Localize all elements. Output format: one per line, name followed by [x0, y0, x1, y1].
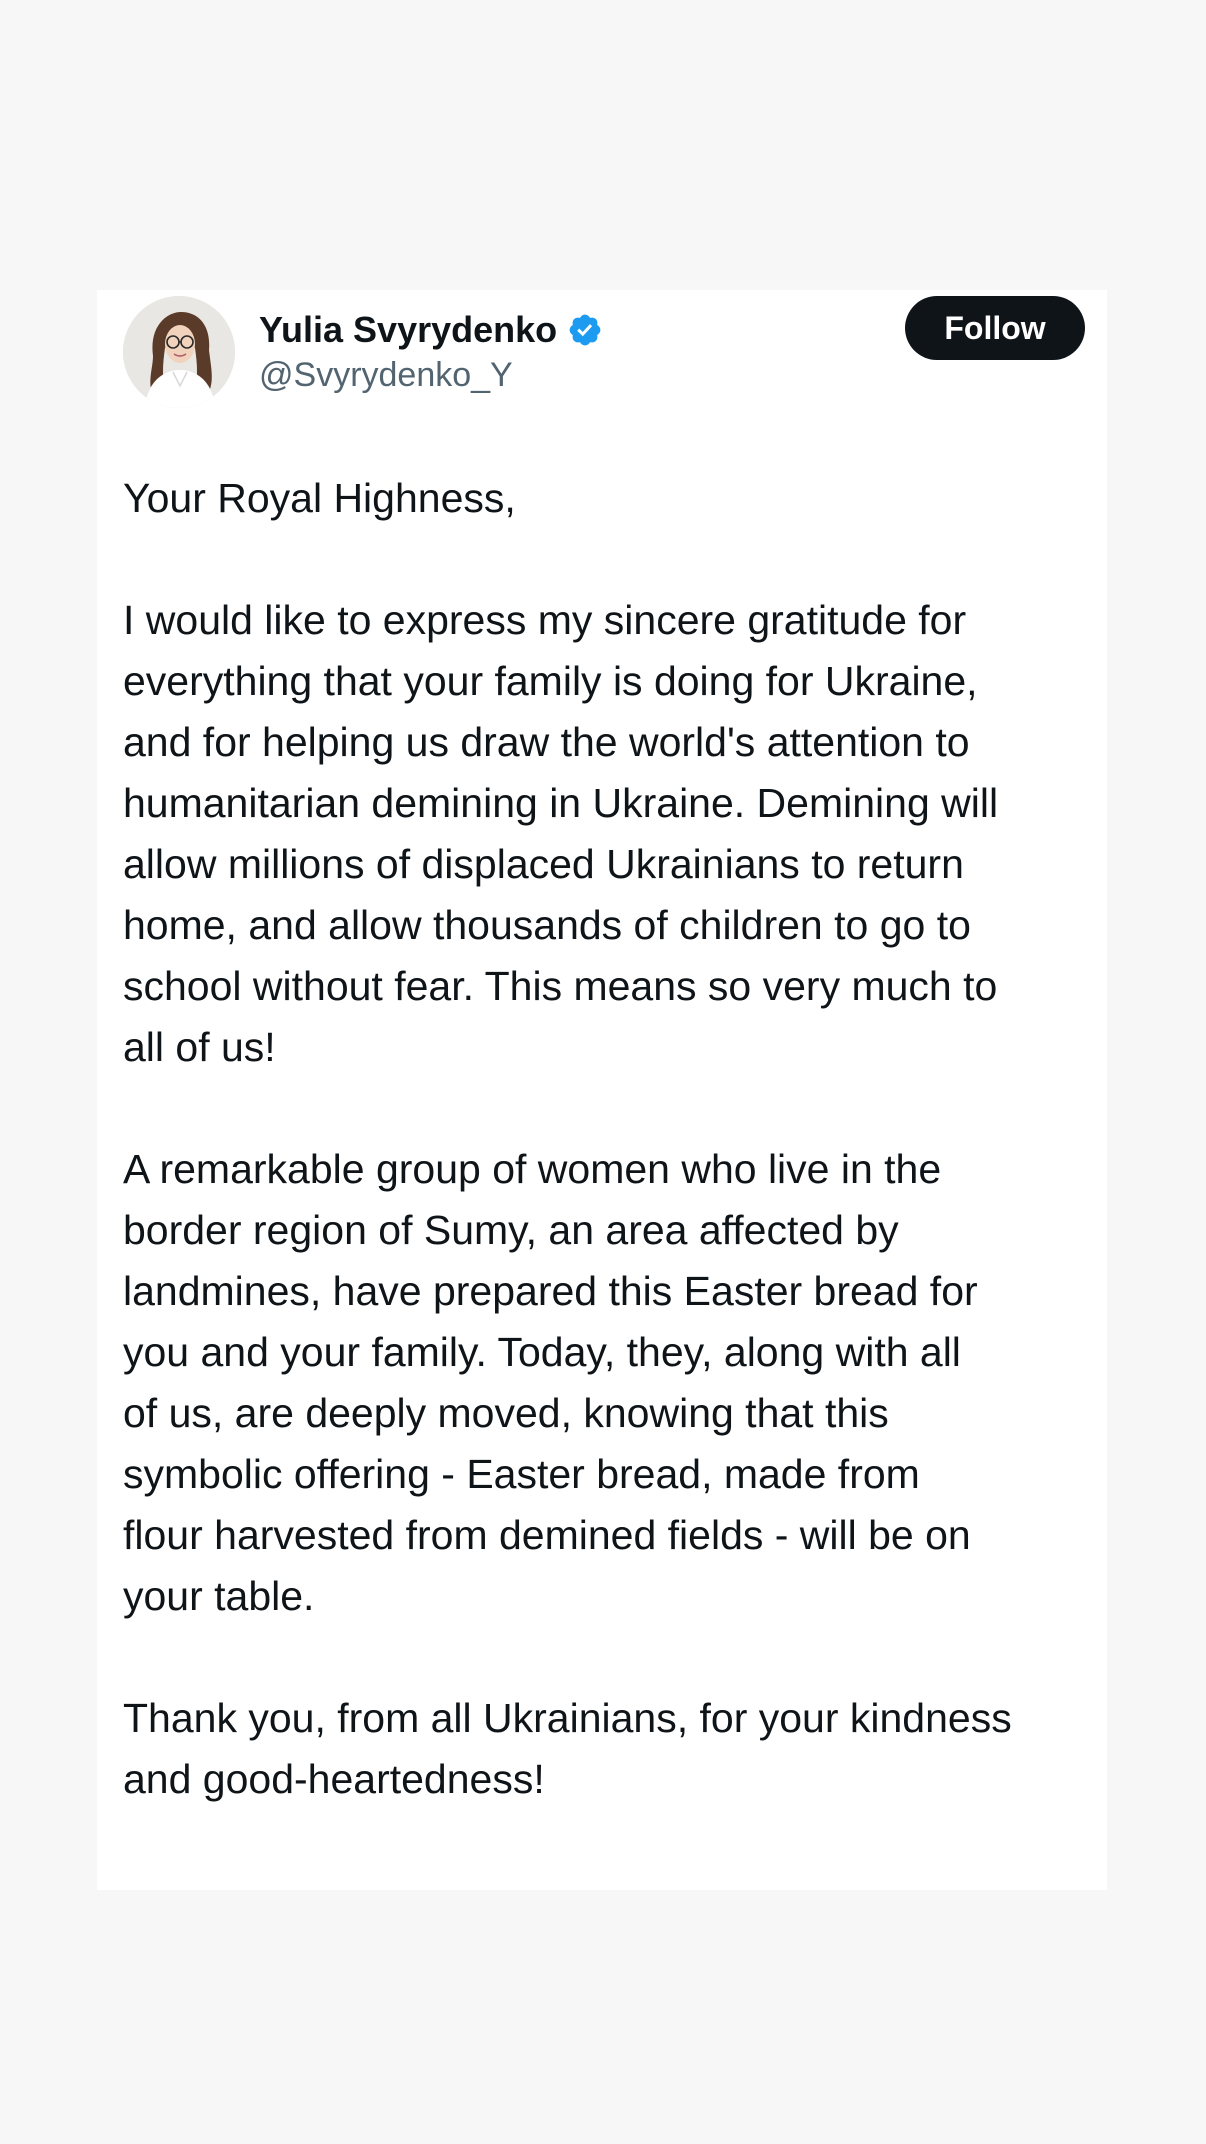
post-card	[97, 290, 1107, 1890]
verified-badge-icon	[567, 312, 603, 348]
profile-photo-icon	[123, 296, 235, 408]
post-text	[123, 468, 1103, 1871]
avatar[interactable]	[123, 296, 235, 408]
post-paragraph-salutation: Your Royal Highness,	[123, 475, 516, 521]
post-paragraph-gratitude: I would like to express my sincere gratitude for everything that your family is doing for Ukraine, and for helping us draw the world's attention to humanitarian demining in Ukraine. Demining will allow millions of displaced Ukrainians to return home, and allow thousands of children to go to school without fear. This means so very much to all of us!	[123, 597, 999, 1070]
author-display-name[interactable]: Yulia Svyrydenko	[259, 309, 558, 350]
author-name-row	[259, 308, 603, 352]
post-paragraph-easter-bread: A remarkable group of women who live in the border region of Sumy, an area affected by landmines, have prepared this Easter bread for you and your family. Today, they, along with all of us, are deeply moved, knowing that this symbolic offering - Easter bread, made from flour harvested from demined fields - will be on your table.	[123, 1146, 978, 1619]
author-handle[interactable]: @Svyrydenko_Y	[259, 356, 513, 394]
post-paragraph-thanks: Thank you, from all Ukrainians, for your kindness and good-heartedness!	[123, 1695, 1012, 1802]
follow-button[interactable]: Follow	[905, 296, 1085, 360]
